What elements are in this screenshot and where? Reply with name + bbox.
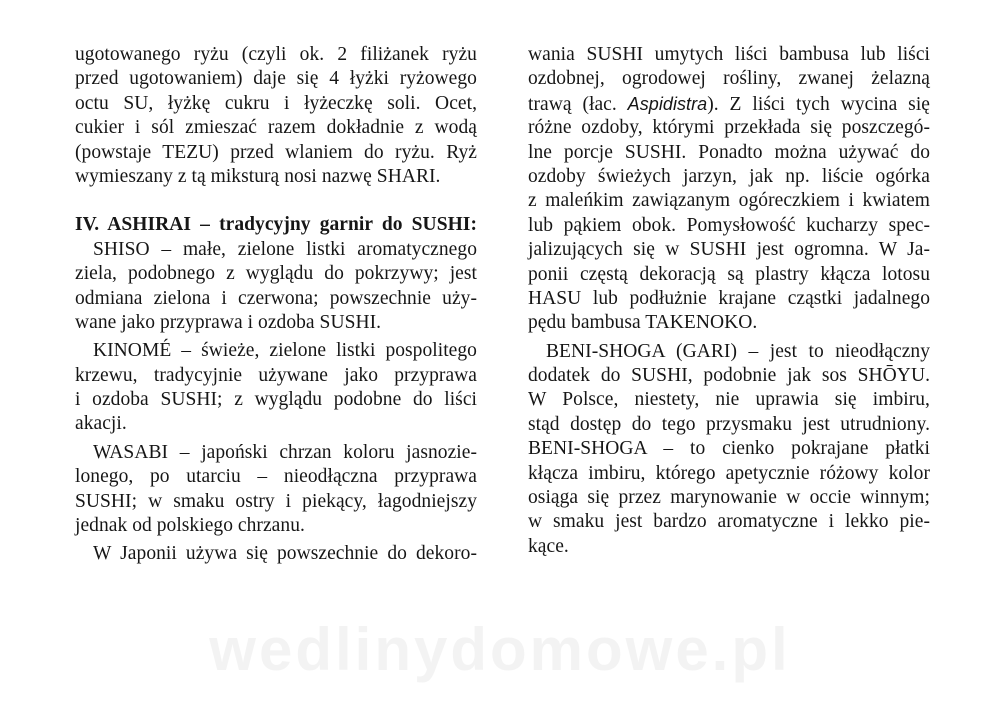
text-line: przed ugotowaniem) daje się 4 łyżki ryżowego <box>75 68 477 90</box>
section-heading: IV. ASHIRAI – tradycyjny garnir do SUSHI: <box>75 214 477 236</box>
text-line: jednak od polskiego chrzanu. <box>75 515 305 537</box>
text-line: dodatek do SUSHI, podobnie jak sos SHŌYU. <box>528 365 930 387</box>
text-line: ozdobnej, ogrodowej rośliny, zwanej żelazną <box>528 68 930 90</box>
text-line: (powstaje TEZU) przed wlaniem do ryżu. Ryż <box>75 141 477 163</box>
text-line: stąd dostęp do tego przysmaku jest utrudniony. <box>528 413 930 435</box>
text-line: pędu bambusa TAKENOKO. <box>528 312 758 334</box>
watermark: wedlinydomowe.pl <box>209 616 791 683</box>
text-line: ugotowanego ryżu (czyli ok. 2 filiżanek ryżu <box>75 44 477 65</box>
text-line: odmiana zielona i czerwona; powszechnie uży- <box>75 287 477 309</box>
text-line: krzewu, tradycyjnie używane jako przyprawa <box>75 364 477 386</box>
text-line: wymieszany z tą miksturą nosi nazwę SHARI. <box>75 165 441 187</box>
text-line: KINOMÉ – świeże, zielone listki pospolitego <box>93 340 477 362</box>
text-line: octu SU, łyżkę cukru i łyżeczkę soli. Ocet, <box>75 92 477 114</box>
text-line <box>528 92 930 116</box>
text-line: WASABI – japoński chrzan koloru jasnozie- <box>93 441 477 463</box>
text-line: ponii częstą dekoracją są plastry kłącza lotosu <box>528 263 930 285</box>
text-line: z maleńkim zawiązanym ogóreczkiem i kwiatem <box>528 190 930 212</box>
text-fragment: ). Z liści tych wycina się <box>707 93 930 115</box>
text-line: BENI-SHOGA (GARI) – jest to nieodłączny <box>546 340 930 362</box>
text-line: lne porcje SUSHI. Ponadto można używać do <box>528 141 930 163</box>
text-line: W Japonii używa się powszechnie do dekoro- <box>93 543 477 565</box>
text-line: w smaku jest bardzo aromatyczne i lekko pie- <box>528 511 930 533</box>
text-line: HASU lub podłużnie krajane cząstki jadalnego <box>528 287 930 309</box>
text-line: jalizujących się w SUSHI jest ogromna. W Ja- <box>528 239 930 261</box>
text-line: kłącza imbiru, którego apetycznie różowy kolor <box>528 462 930 484</box>
text-line: kące. <box>528 535 569 557</box>
text-line: BENI-SHOGA – to cienko pokrajane płatki <box>528 438 930 460</box>
text-line: lonego, po utarciu – nieodłączna przyprawa <box>75 466 477 488</box>
left-column <box>75 43 477 567</box>
text-line: ziela, podobnego z wyglądu do pokrzywy; jest <box>75 263 477 285</box>
text-line: W Polsce, niestety, nie uprawia się imbiru, <box>528 389 930 411</box>
text-fragment: trawą (łac. <box>528 93 628 115</box>
text-line: cukier i sól zmieszać razem dokładnie z wodą <box>75 117 477 139</box>
text-line: wane jako przyprawa i ozdoba SUSHI. <box>75 311 382 333</box>
text-line: SHISO – małe, zielone listki aromatycznego <box>93 238 477 260</box>
right-column <box>528 43 930 559</box>
text-line: różne ozdoby, którymi przekłada się poszczegó- <box>528 117 930 139</box>
text-line: osiąga się przez marynowanie w occie winnym; <box>528 487 930 509</box>
latin-name: Aspidistra <box>627 93 708 114</box>
text-line: akacji. <box>75 413 127 435</box>
text-line: lub pąkiem obok. Pomysłowość kucharzy spec- <box>528 214 930 236</box>
text-line: SUSHI; w smaku ostry i piekący, łagodniejszy <box>75 490 477 512</box>
text-line: i ozdoba SUSHI; z wyglądu podobne do liści <box>75 389 477 411</box>
text-line: ozdoby świeżych jarzyn, jak np. liście ogórka <box>528 165 930 187</box>
text-line: wania SUSHI umytych liści bambusa lub liści <box>528 44 930 65</box>
